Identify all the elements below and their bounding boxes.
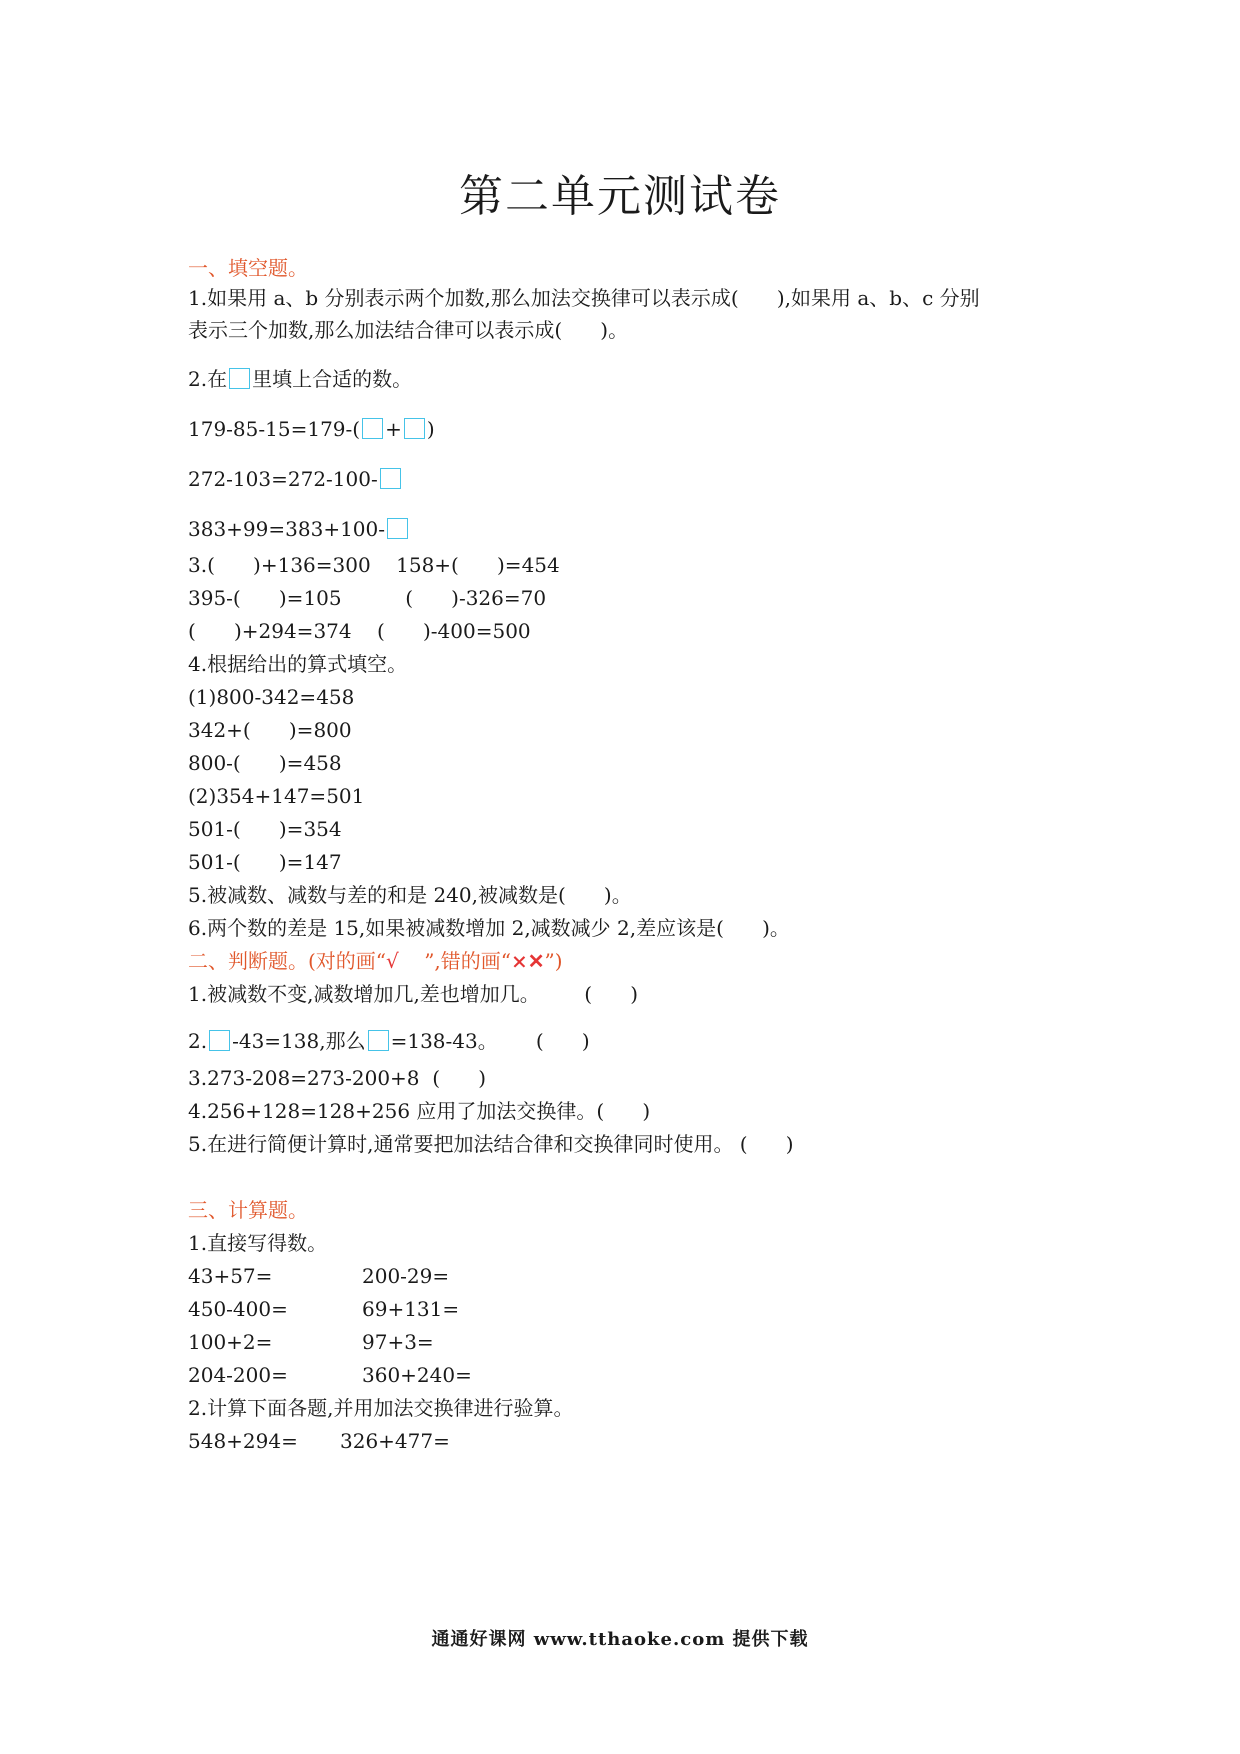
calc-item: 97+3= — [362, 1330, 434, 1354]
answer-box — [362, 418, 383, 439]
s1-q2-suffix: 里填上合适的数。 — [252, 367, 413, 391]
s1-q3-line2: 395-( )=105 ( )-326=70 — [188, 586, 547, 610]
answer-box — [380, 468, 401, 489]
calc-item: 360+240= — [362, 1363, 472, 1387]
s1-q4-6: 501-( )=147 — [188, 850, 342, 874]
s2-q2-b: -43=138,那么 — [232, 1029, 366, 1053]
s2-q5: 5.在进行简便计算时,通常要把加法结合律和交换律同时使用。 ( ) — [188, 1132, 794, 1156]
s2-heading-c: ”) — [544, 949, 563, 973]
calc-row — [188, 1365, 288, 1385]
s1-q2 — [188, 368, 412, 389]
calc-item: 100+2= — [188, 1330, 273, 1354]
s1-eq1-close: ) — [426, 417, 435, 441]
s1-q4-3: 800-( )=458 — [188, 751, 342, 775]
s3-q2: 2.计算下面各题,并用加法交换律进行验算。 — [188, 1396, 574, 1420]
answer-box — [229, 368, 250, 389]
footer-credit: 通通好课网 www.tthaoke.com 提供下载 — [431, 1629, 809, 1650]
s2-heading-b: ”,错的画“ — [398, 949, 512, 973]
calc-item: 204-200= — [188, 1363, 288, 1387]
section-2-heading — [188, 951, 563, 971]
s1-q1-line2: 表示三个加数,那么加法结合律可以表示成( )。 — [188, 318, 629, 342]
s2-heading-a: 二、判断题。(对的画“ — [188, 949, 387, 973]
s1-q2-prefix: 2.在 — [188, 367, 228, 391]
calc-item: 69+131= — [362, 1297, 460, 1321]
s1-eq1 — [188, 418, 435, 439]
answer-box — [209, 1030, 230, 1051]
s1-q1-line1: 1.如果用 a、b 分别表示两个加数,那么加法交换律可以表示成( ),如果用 a、b、c 分别 — [188, 286, 980, 310]
s1-eq3-text: 383+99=383+100- — [188, 517, 386, 541]
s2-q4: 4.256+128=128+256 应用了加法交换律。( ) — [188, 1099, 651, 1123]
s1-eq1-plus: + — [385, 417, 402, 441]
s2-q2 — [188, 1030, 590, 1051]
s1-q4-5: 501-( )=354 — [188, 817, 342, 841]
s1-eq2-text: 272-103=272-100- — [188, 467, 378, 491]
s2-q1: 1.被减数不变,减数增加几,差也增加几。 ( ) — [188, 982, 639, 1006]
s1-q4-4: (2)354+147=501 — [188, 784, 365, 808]
s1-q4: 4.根据给出的算式填空。 — [188, 652, 408, 676]
section-3-heading: 三、计算题。 — [188, 1198, 308, 1222]
s1-q4-1: (1)800-342=458 — [188, 685, 355, 709]
s1-q4-2: 342+( )=800 — [188, 718, 352, 742]
cross-mark-icon: ×✕ — [511, 949, 545, 973]
s2-q2-a: 2. — [188, 1029, 208, 1053]
s3-q2-a: 548+294= — [188, 1429, 298, 1453]
answer-box — [387, 518, 408, 539]
calc-item: 43+57= — [188, 1264, 273, 1288]
calc-row — [188, 1332, 272, 1352]
page-title: 第二单元测试卷 — [459, 171, 781, 222]
s1-eq1-left: 179-85-15=179-( — [188, 417, 361, 441]
s1-eq3 — [188, 518, 410, 539]
s1-q3-line3: ( )+294=374 ( )-400=500 — [188, 619, 531, 643]
calc-row — [188, 1266, 272, 1286]
calc-row — [188, 1299, 288, 1319]
section-1-heading: 一、填空题。 — [188, 256, 308, 280]
calc-item: 450-400= — [188, 1297, 288, 1321]
s3-q2-b: 326+477= — [340, 1429, 450, 1453]
s3-q1: 1.直接写得数。 — [188, 1231, 328, 1255]
s1-q6: 6.两个数的差是 15,如果被减数增加 2,减数减少 2,差应该是( )。 — [188, 916, 790, 940]
calc-item: 200-29= — [362, 1264, 450, 1288]
s2-q2-c: =138-43。 ( ) — [390, 1029, 590, 1053]
s1-eq2 — [188, 468, 403, 489]
s2-q3: 3.273-208=273-200+8 ( ) — [188, 1066, 486, 1090]
check-mark-icon: √ — [386, 949, 399, 973]
answer-box — [404, 418, 425, 439]
s1-q3-line1: 3.( )+136=300 158+( )=454 — [188, 553, 560, 577]
s1-q5: 5.被减数、减数与差的和是 240,被减数是( )。 — [188, 883, 632, 907]
answer-box — [368, 1030, 389, 1051]
